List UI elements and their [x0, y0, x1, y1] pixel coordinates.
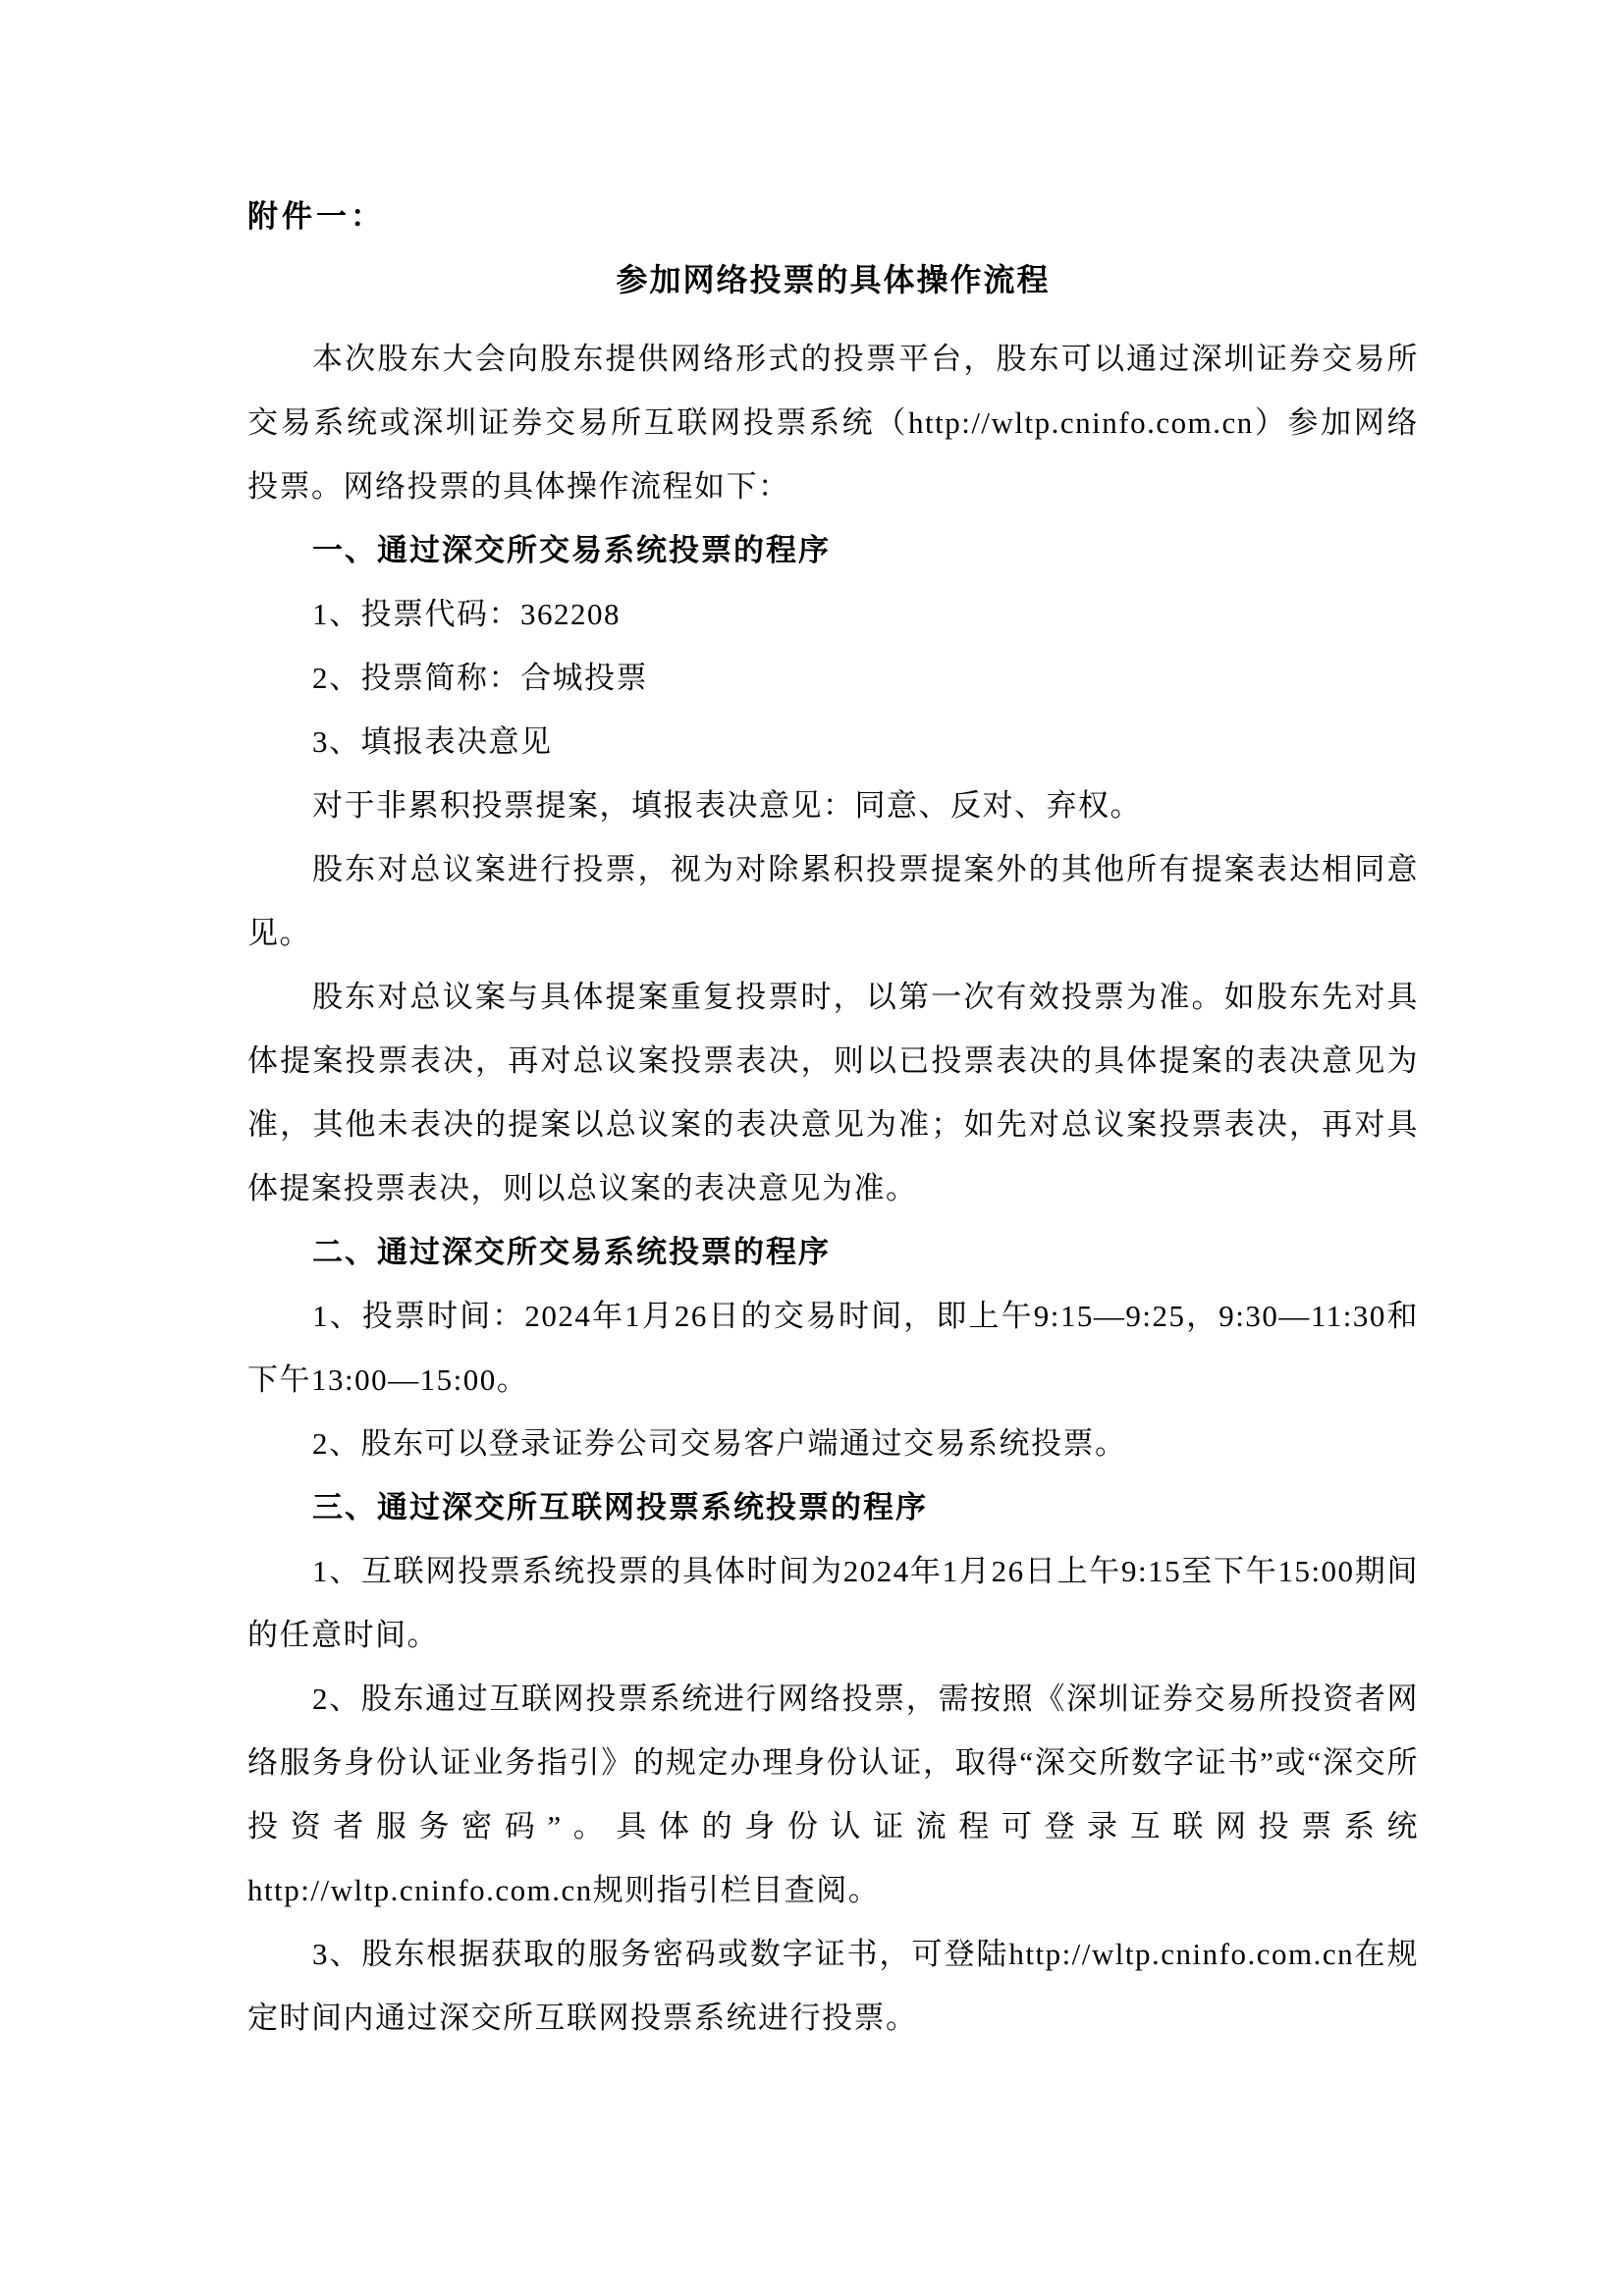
- paragraph: 2、股东可以登录证券公司交易客户端通过交易系统投票。: [312, 1426, 1127, 1461]
- section-heading: 一、通过深交所交易系统投票的程序: [312, 533, 831, 567]
- document-body: [247, 327, 1419, 2050]
- paragraph: 对于非累积投票提案，填报表决意见：同意、反对、弃权。: [312, 788, 1142, 823]
- section-heading: 三、通过深交所互联网投票系统投票的程序: [312, 1490, 928, 1524]
- paragraph: 1、投票时间：2024年1月26日的交易时间，即上午9:15—9:25，9:30—11:30和下午13:00—15:00。: [247, 1299, 1419, 1397]
- paragraph: 1、互联网投票系统投票的具体时间为2024年1月26日上午9:15至下午15:00期间的任意时间。: [247, 1554, 1419, 1652]
- paragraph: 3、股东根据获取的服务密码或数字证书，可登陆http://wltp.cninfo.com.cn在规定时间内通过深交所互联网投票系统进行投票。: [247, 1937, 1419, 2035]
- section-heading: 二、通过深交所交易系统投票的程序: [312, 1235, 831, 1269]
- document-title: 参加网络投票的具体操作流程: [616, 262, 1051, 297]
- attachment-label: 附件一：: [247, 199, 385, 234]
- paragraph: 本次股东大会向股东提供网络形式的投票平台，股东可以通过深圳证券交易所交易系统或深圳证券交易所互联网投票系统（http://wltp.cninfo.com.cn）参加网络投票。网络投票的具体操作流程如下：: [247, 342, 1419, 504]
- paragraph: 2、股东通过互联网投票系统进行网络投票，需按照《深圳证券交易所投资者网络服务身份认证业务指引》的规定办理身份认证，取得“深交所数字证书”或“深交所投资者服务密码”。具体的身份认证流程可登录互联网投票系统http://wltp.cninfo.com.cn规则指引栏目查阅。: [247, 1682, 1419, 1907]
- paragraph: 股东对总议案进行投票，视为对除累积投票提案外的其他所有提案表达相同意见。: [247, 852, 1419, 950]
- paragraph: 股东对总议案与具体提案重复投票时，以第一次有效投票为准。如股东先对具体提案投票表决，再对总议案投票表决，则以已投票表决的具体提案的表决意见为准，其他未表决的提案以总议案的表决意见为准；如先对总议案投票表决，再对具体提案投票表决，则以总议案的表决意见为准。: [247, 980, 1419, 1205]
- paragraph: 3、填报表决意见: [312, 724, 553, 759]
- paragraph: 1、投票代码：362208: [312, 597, 621, 631]
- paragraph: 2、投票简称：合城投票: [312, 661, 648, 695]
